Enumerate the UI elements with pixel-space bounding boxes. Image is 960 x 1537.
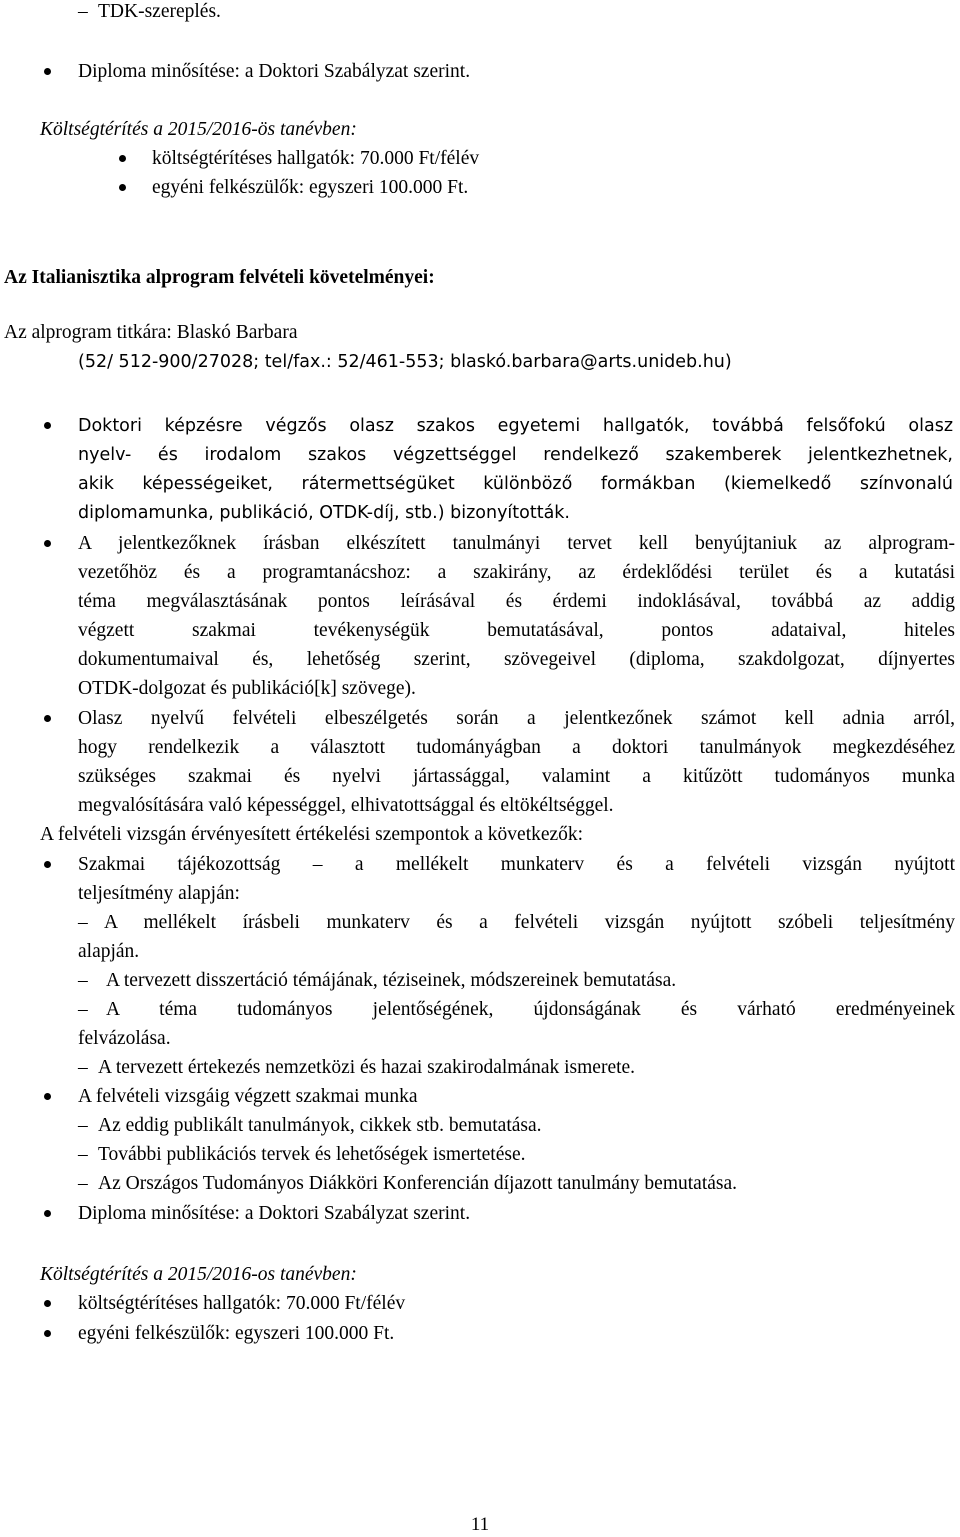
contact-line: (52/ 512-900/27028; tel/fax.: 52/461-553; blaskó.barbara@arts.unideb.hu) bbox=[78, 352, 732, 372]
req2-line-6: OTDK-dolgozat és publikáció[k] szövege). bbox=[78, 678, 416, 699]
section-heading: Az Italianisztika alprogram felvételi követelményei: bbox=[4, 267, 435, 288]
secretary-line: Az alprogram titkára: Blaskó Barbara bbox=[4, 322, 298, 343]
fee-title: Költségtérítés a 2015/2016-ös tanévben: bbox=[40, 119, 357, 140]
bottom-fee-title: Költségtérítés a 2015/2016-os tanévben: bbox=[40, 1264, 357, 1285]
fee-item-2: egyéni felkészülők: egyszeri 100.000 Ft. bbox=[152, 177, 469, 198]
req2-line-2: vezetőhöz és a programtanácshoz: a szakirány, az érdeklődési terület és a kutatási bbox=[78, 562, 955, 583]
subcriterion-7: Az Országos Tudományos Diákköri Konferencián díjazott tanulmány bemutatása. bbox=[98, 1173, 738, 1194]
criterion-1-line-2: teljesítmény alapján: bbox=[78, 883, 240, 904]
dash-marker: – bbox=[78, 1173, 88, 1194]
subcriterion-3-line-2: felvázolása. bbox=[78, 1028, 171, 1049]
subcriterion-1-line-1: A mellékelt írásbeli munkaterv és a felvételi vizsgán nyújtott szóbeli teljesítmény bbox=[104, 912, 955, 933]
bullet-icon bbox=[44, 540, 51, 547]
req3-line-4: megvalósítására való képességgel, elhivatottsággal és eltökéltséggel. bbox=[78, 795, 614, 816]
bullet-icon bbox=[44, 68, 51, 75]
req3-line-2: hogy rendelkezik a választott tudományágban a doktori tanulmányok megkezdéséhez bbox=[78, 737, 955, 758]
dash-marker: – bbox=[78, 1115, 88, 1136]
dash-marker: – bbox=[78, 999, 88, 1020]
bullet-icon bbox=[44, 1210, 51, 1217]
bullet-icon bbox=[44, 1093, 51, 1100]
bottom-fee-item-2: egyéni felkészülők: egyszeri 100.000 Ft. bbox=[78, 1323, 395, 1344]
bullet-icon bbox=[119, 184, 126, 191]
req1-line-3: akik képességeiket, rátermettségüket különböző formákban (kiemelkedő színvonalú bbox=[78, 474, 953, 494]
req2-line-1: A jelentkezőknek írásban elkészített tanulmányi tervet kell benyújtaniuk az alprogram- bbox=[78, 533, 955, 554]
bullet-icon bbox=[44, 861, 51, 868]
criteria-intro: A felvételi vizsgán érvényesített értékelési szempontok a következők: bbox=[40, 824, 584, 845]
req2-line-3: téma megválasztásának pontos leírásával és érdemi indoklásával, továbbá az addig bbox=[78, 591, 955, 612]
req1-line-4: diplomamunka, publikáció, OTDK-díj, stb.) bizonyították. bbox=[78, 503, 570, 523]
req2-line-4: végzett szakmai tevékenységük bemutatásával, pontos adataival, hiteles bbox=[78, 620, 955, 641]
bullet-icon bbox=[44, 715, 51, 722]
fee-item-1: költségtérítéses hallgatók: 70.000 Ft/félév bbox=[152, 148, 480, 169]
subcriterion-1-line-2: alapján. bbox=[78, 941, 140, 962]
diploma-line: Diploma minősítése: a Doktori Szabályzat szerint. bbox=[78, 61, 471, 82]
subcriterion-6: További publikációs tervek és lehetőségek ismertetése. bbox=[98, 1144, 526, 1165]
bullet-icon bbox=[119, 155, 126, 162]
subcriterion-5: Az eddig publikált tanulmányok, cikkek stb. bemutatása. bbox=[98, 1115, 542, 1136]
criterion-1-line-1: Szakmai tájékozottság – a mellékelt munkaterv és a felvételi vizsgán nyújtott bbox=[78, 854, 955, 875]
req3-line-1: Olasz nyelvű felvételi elbeszélgetés során a jelentkezőnek számot kell adnia arról, bbox=[78, 708, 955, 729]
subcriterion-3-line-1: A téma tudományos jelentőségének, újdonságának és várható eredményeinek bbox=[106, 999, 955, 1020]
req3-line-3: szükséges szakmai és nyelvi jártassággal, valamint a kitűzött tudományos munka bbox=[78, 766, 955, 787]
dash-marker: – bbox=[78, 912, 88, 933]
req1-line-1: Doktori képzésre végzős olasz szakos egyetemi hallgatók, továbbá felsőfokú olasz bbox=[78, 416, 953, 436]
req1-line-2: nyelv- és irodalom szakos végzettséggel rendelkező szakemberek jelentkezhetnek, bbox=[78, 445, 953, 465]
tdk-line: TDK-szereplés. bbox=[98, 1, 221, 22]
bullet-icon bbox=[44, 422, 51, 429]
bottom-fee-item-1: költségtérítéses hallgatók: 70.000 Ft/félév bbox=[78, 1293, 406, 1314]
subcriterion-4: A tervezett értekezés nemzetközi és hazai szakirodalmának ismerete. bbox=[98, 1057, 636, 1078]
dash-marker: – bbox=[78, 1, 88, 22]
dash-marker: – bbox=[78, 1057, 88, 1078]
req2-line-5: dokumentumaival és, lehetőség szerint, szövegeivel (diploma, szakdolgozat, díjnyertes bbox=[78, 649, 955, 670]
criterion-3: Diploma minősítése: a Doktori Szabályzat szerint. bbox=[78, 1203, 471, 1224]
dash-marker: – bbox=[78, 1144, 88, 1165]
dash-marker: – bbox=[78, 970, 88, 991]
page-number: 11 bbox=[470, 1514, 490, 1535]
subcriterion-2: A tervezett disszertáció témájának, téziseinek, módszereinek bemutatása. bbox=[106, 970, 677, 991]
bullet-icon bbox=[44, 1330, 51, 1337]
bullet-icon bbox=[44, 1300, 51, 1307]
criterion-2: A felvételi vizsgáig végzett szakmai munka bbox=[78, 1086, 418, 1107]
